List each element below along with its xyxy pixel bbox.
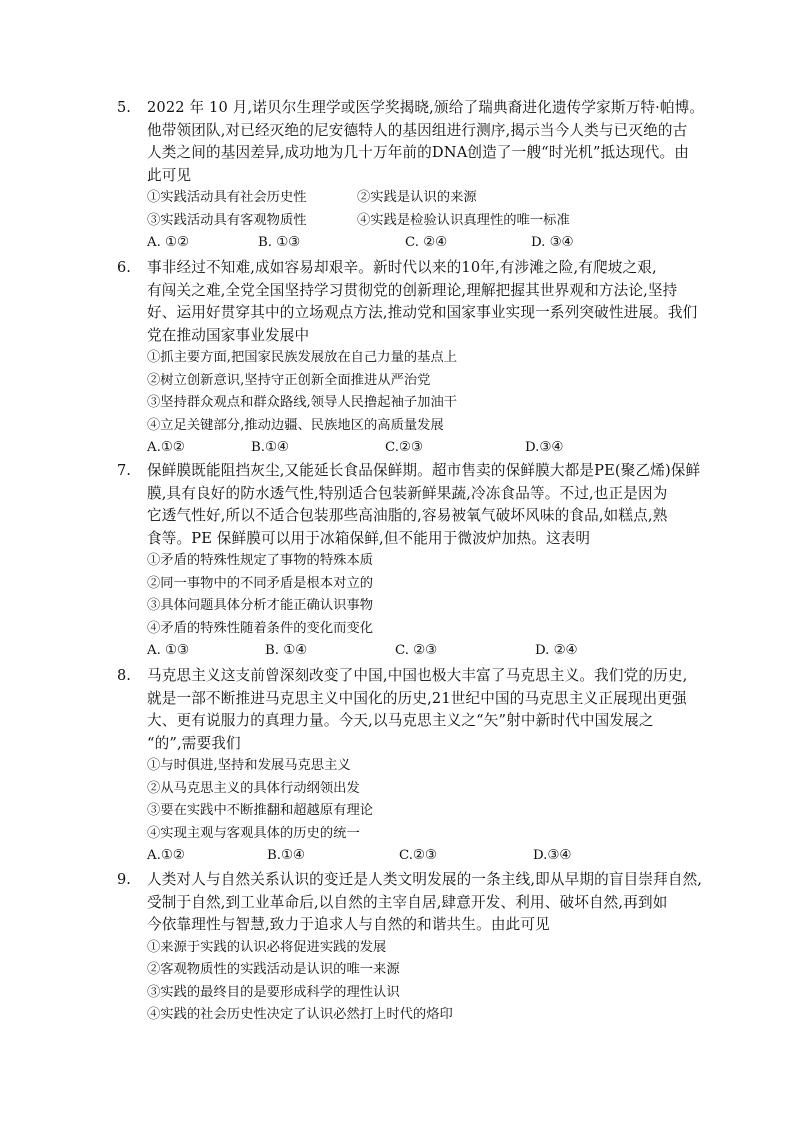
stem-line: 他带领团队,对已经灭绝的尼安德特人的基因组进行测序,揭示当今人类与已灭绝的古 bbox=[147, 121, 688, 139]
choice-row bbox=[147, 437, 667, 460]
statement-item: ④实践是检验认识真理性的唯一标准 bbox=[357, 212, 570, 228]
question-number: 5. bbox=[117, 100, 131, 116]
question-stem bbox=[147, 665, 688, 868]
statement-item: ①来源于实践的认识必将促进实践的发展 bbox=[147, 939, 387, 955]
question-stem bbox=[147, 97, 705, 255]
stem-line: 就是一部不断推进马克思主义中国化的历史,21世纪中国的马克思主义正展现出更强 bbox=[147, 689, 687, 707]
stem-line: 事非经过不知难,成如容易却艰辛。新时代以来的10年,有涉滩之险,有爬坡之艰, bbox=[147, 259, 657, 276]
choice-row bbox=[147, 232, 667, 255]
stem-line: 马克思主义这支前曾深刻改变了中国,中国也极大丰富了马克思主义。我们党的历史, bbox=[147, 667, 688, 684]
stem-line: “的”,需要我们 bbox=[147, 734, 241, 752]
stem-line: 大、更有说服力的真理力量。今天,以马克思主义之“矢”射中新时代中国发展之 bbox=[147, 712, 654, 729]
stem-line: 人类对人与自然关系认识的变迁是人类文明发展的一条主线,即从早期的盲目崇拜自然, bbox=[147, 871, 703, 888]
statement-item: ③要在实践中不断推翻和超越原有理论 bbox=[147, 803, 374, 818]
choice-c: C.②③ bbox=[399, 848, 437, 863]
statement-item: ④实践的社会历史性决定了认识必然打上时代的烙印 bbox=[147, 1007, 453, 1022]
choice-d: D. ③④ bbox=[531, 235, 574, 250]
choice-c: C.②③ bbox=[385, 440, 423, 455]
stem-line: 此可见 bbox=[147, 166, 192, 184]
stem-line: 今依靠理性与智慧,致力于追求人与自然的和谐共生。由此可见 bbox=[147, 916, 550, 933]
question-stem bbox=[147, 869, 703, 1027]
question-number: 6. bbox=[117, 260, 131, 276]
question-number: 8. bbox=[117, 668, 131, 684]
choice-b: B.①④ bbox=[251, 440, 289, 455]
statement-item: ③具体问题具体分析才能正确认识事物 bbox=[147, 598, 374, 613]
choice-b: B. ①④ bbox=[265, 643, 308, 658]
question-stem bbox=[147, 460, 701, 663]
statement-item: ④矛盾的特殊性随着条件的变化而变化 bbox=[147, 620, 374, 636]
statement-item: ④立足关键部分,推动边疆、民族地区的高质量发展 bbox=[147, 417, 444, 433]
choice-b: B.①④ bbox=[267, 848, 305, 863]
stem-line: 受制于自然,到工业革命后,以自然的主宰自居,肆意开发、利用、破坏自然,再到如 bbox=[147, 893, 668, 911]
statement-item: ②同一事物中的不同矛盾是根本对立的 bbox=[147, 575, 374, 591]
statement-item: ①矛盾的特殊性规定了事物的特殊本质 bbox=[147, 553, 374, 568]
stem-line: 有闯关之难,全党全国坚持学习贯彻党的创新理论,理解把握其世界观和方法论,坚持 bbox=[147, 281, 678, 299]
question-number: 7. bbox=[117, 463, 131, 479]
stem-line: 膜,具有良好的防水透气性,特别适合包装新鲜果蔬,冷冻食品等。不过,也正是因为 bbox=[147, 484, 668, 502]
statement-item: ②实践是认识的来源 bbox=[357, 190, 477, 205]
stem-line: 党在推动国家事业发展中 bbox=[147, 326, 310, 344]
stem-line: 2022 年 10 月,诺贝尔生理学或医学奖揭晓,颁给了瑞典裔进化遗传学家斯万特·帕博。 bbox=[147, 99, 705, 116]
statement-item: ①实践活动具有社会历史性 bbox=[147, 190, 307, 205]
stem-line: 好、运用好贯穿其中的立场观点方法,推动党和国家事业实现一系列突破性进展。我们 bbox=[147, 304, 698, 321]
stem-line: 它透气性好,所以不适合包装那些高油脂的,容易被氧气破坏风味的食品,如糕点,熟 bbox=[147, 507, 668, 524]
statement-item: ②客观物质性的实践活动是认识的唯一来源 bbox=[147, 962, 400, 977]
statement-item: ③实践的最终目的是要形成科学的理性认识 bbox=[147, 984, 400, 1000]
statement-item: ②树立创新意识,坚持守正创新全面推进从严治党 bbox=[147, 372, 431, 388]
stem-line: 人类之间的基因差异,成功地为几十万年前的DNA创造了一艘“时光机”抵达现代。由 bbox=[147, 144, 690, 161]
statement-item: ②从马克思主义的具体行动纲领出发 bbox=[147, 780, 360, 796]
statement-item: ①抓主要方面,把国家民族发展放在自己力量的基点上 bbox=[147, 350, 458, 365]
stem-line: 保鲜膜既能阻挡灰尘,又能延长食品保鲜期。超市售卖的保鲜膜大都是PE(聚乙烯)保鲜 bbox=[147, 462, 701, 479]
choice-a: A. ①③ bbox=[147, 643, 189, 658]
choice-d: D.③④ bbox=[533, 848, 572, 863]
choice-d: D.③④ bbox=[525, 440, 564, 455]
choice-row bbox=[147, 640, 667, 663]
choice-a: A.①② bbox=[147, 848, 185, 863]
statement-row bbox=[147, 210, 667, 233]
statement-item: ③实践活动具有客观物质性 bbox=[147, 212, 307, 228]
statement-item: ③坚持群众观点和群众路线,领导人民撸起袖子加油干 bbox=[147, 395, 458, 410]
choice-a: A. ①② bbox=[147, 235, 189, 250]
statement-item: ④实现主观与客观具体的历史的统一 bbox=[147, 825, 360, 841]
choice-b: B. ①③ bbox=[258, 235, 301, 250]
choice-c: C. ②④ bbox=[405, 235, 447, 250]
choice-row bbox=[147, 845, 667, 868]
question-stem bbox=[147, 257, 698, 460]
statement-row bbox=[147, 187, 667, 210]
question-number: 9. bbox=[117, 872, 131, 888]
statement-item: ①与时俱进,坚持和发展马克思主义 bbox=[147, 758, 351, 773]
choice-a: A.①② bbox=[147, 440, 185, 455]
choice-c: C. ②③ bbox=[395, 643, 437, 658]
choice-d: D. ②④ bbox=[535, 643, 578, 658]
stem-line: 食等。PE 保鲜膜可以用于冰箱保鲜,但不能用于微波炉加热。这表明 bbox=[147, 529, 591, 547]
